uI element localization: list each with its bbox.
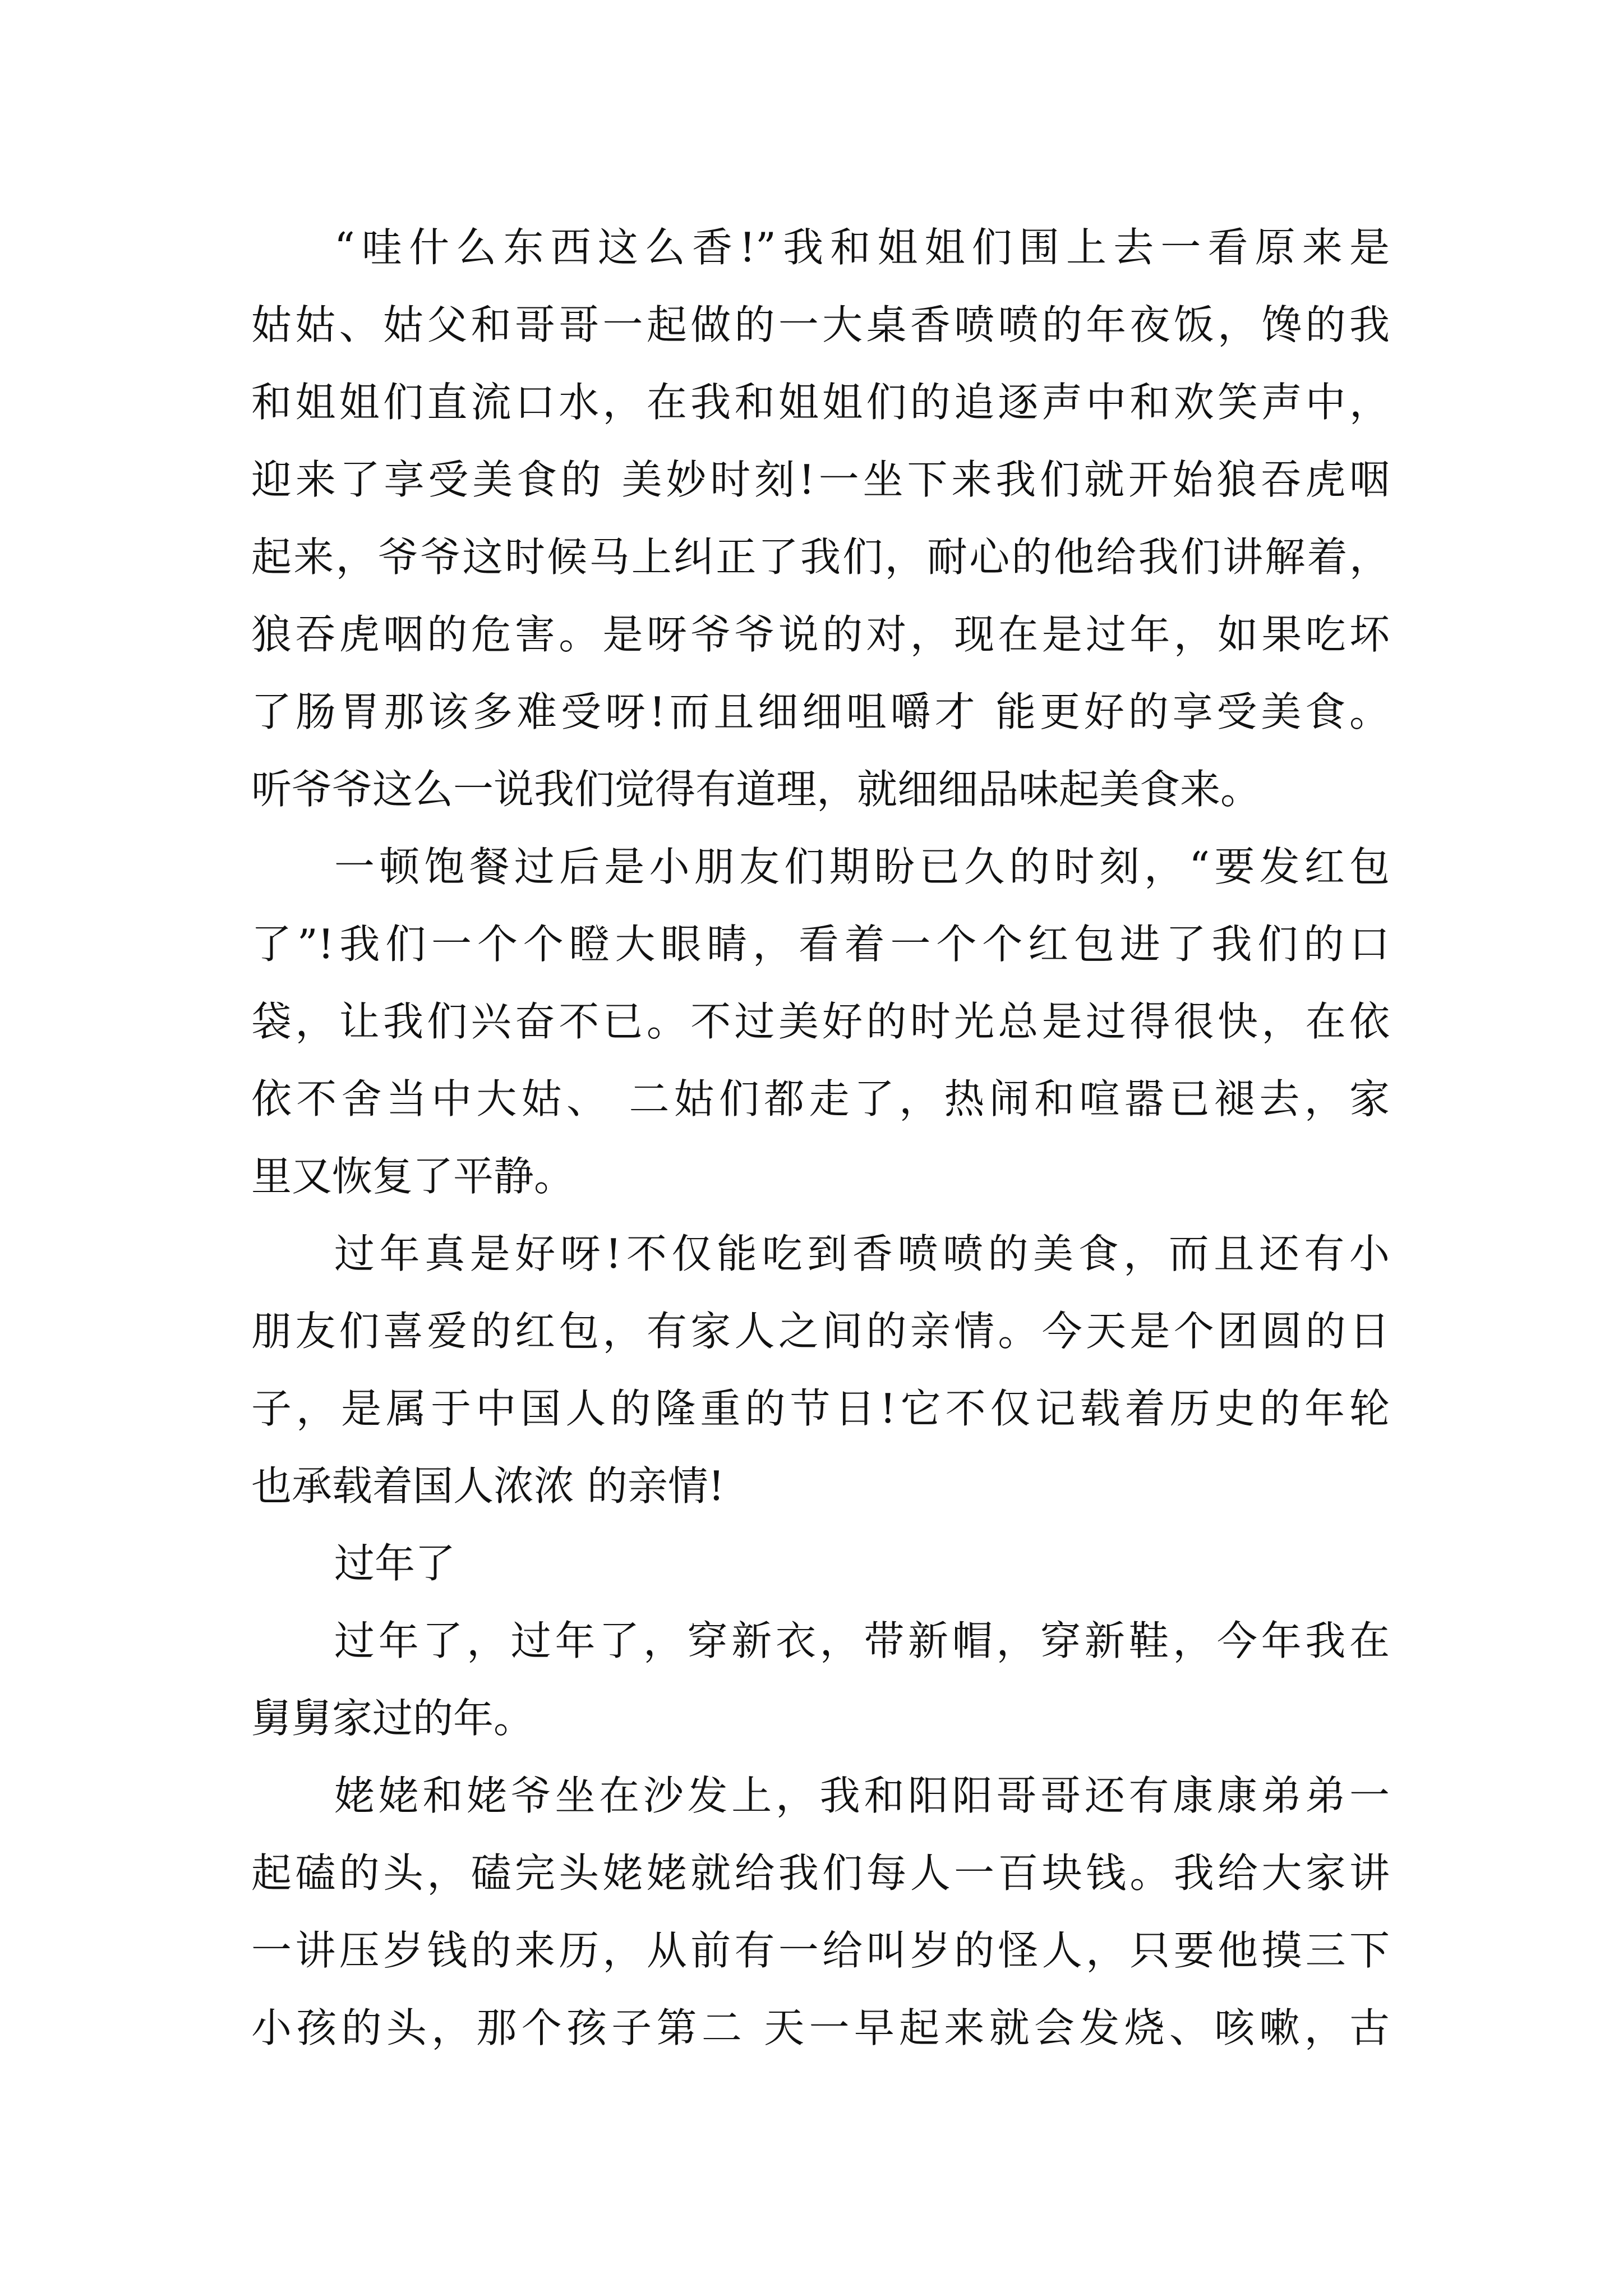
text-line: 一顿饱餐过后是小朋友们期盼已久的时刻，“要发红包 [334,843,1390,890]
text-line: 里又恢复了平静。 [251,1153,575,1200]
text-line: 了”!我们一个个瞪大眼睛，看着一个个红包进了我们的口 [251,921,1390,968]
text-line: 姑姑、姑父和哥哥一起做的一大桌香喷喷的年夜饭，馋的我 [251,301,1390,348]
text-line: 过年真是好呀!不仅能吃到香喷喷的美食，而且还有小 [334,1230,1390,1277]
text-line: “哇什么东西这么香!”我和姐姐们围上去一看原来是 [334,224,1390,271]
text-line: 了肠胃那该多难受呀!而且细细咀嚼才 能更好的享受美食。 [251,688,1390,735]
text-line: 也承载着国人浓浓 的亲情! [251,1462,725,1510]
text-line: 一讲压岁钱的来历，从前有一给叫岁的怪人，只要他摸三下 [251,1927,1390,1974]
text-line: 舅舅家过的年。 [251,1695,534,1742]
text-line: 子，是属于中国人的隆重的节日!它不仅记载着历史的年轮 [251,1385,1390,1432]
text-line: 姥姥和姥爷坐在沙发上，我和阳阳哥哥还有康康弟弟一 [334,1772,1390,1819]
text-line: 过年了，过年了，穿新衣，带新帽，穿新鞋，今年我在 [334,1617,1390,1664]
section-heading: 过年了 [334,1540,456,1587]
text-line: 和姐姐们直流口水，在我和姐姐们的追逐声中和欢笑声中， [251,379,1390,426]
text-line: 小孩的头，那个孩子第二 天一早起来就会发烧、咳嗽，古 [251,2004,1390,2051]
text-line: 起磕的头，磕完头姥姥就给我们每人一百块钱。我给大家讲 [251,1849,1390,1897]
text-line: 起来，爷爷这时候马上纠正了我们，耐心的他给我们讲解着， [251,533,1390,581]
text-line: 袋，让我们兴奋不已。不过美好的时光总是过得很快，在依 [251,998,1390,1045]
text-line: 迎来了享受美食的 美妙时刻!一坐下来我们就开始狼吞虎咽 [251,456,1390,503]
text-line: 依不舍当中大姑、 二姑们都走了，热闹和喧嚣已褪去，家 [251,1075,1390,1122]
body-text [251,209,1390,2067]
text-line: 听爷爷这么一说我们觉得有道理，就细细品味起美食来。 [251,766,1261,813]
text-line: 狼吞虎咽的危害。是呀爷爷说的对，现在是过年，如果吃坏 [251,611,1390,658]
text-line: 朋友们喜爱的红包，有家人之间的亲情。今天是个团圆的日 [251,1308,1390,1355]
